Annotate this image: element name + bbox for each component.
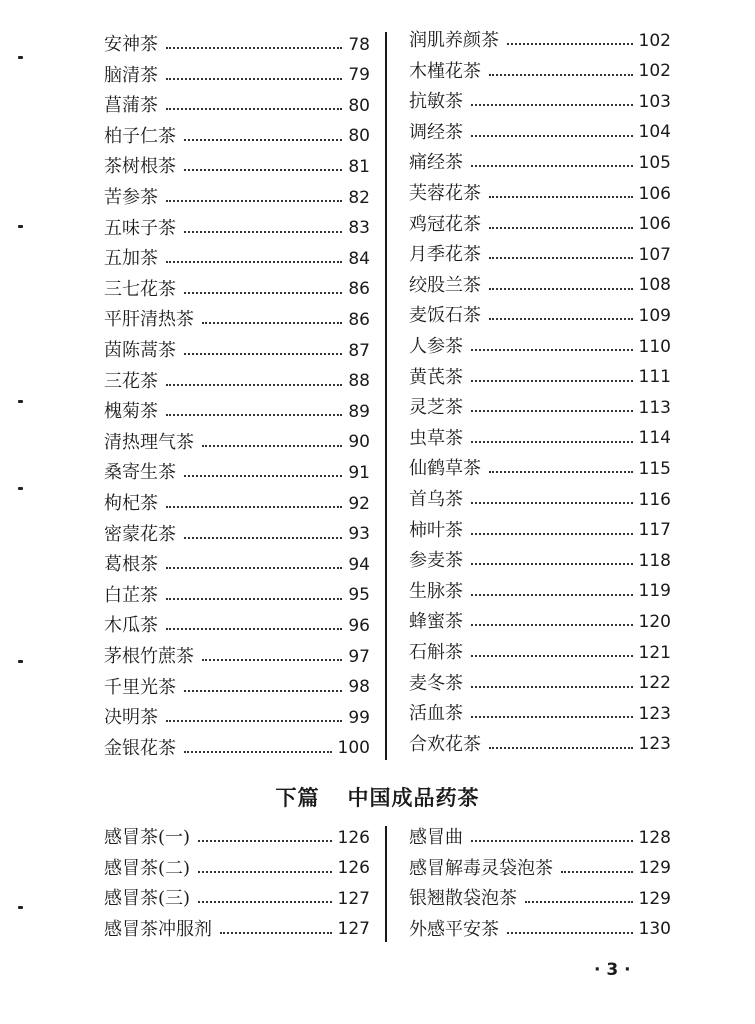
dot-leader [471,686,633,688]
toc-entry-page: 79 [348,65,370,86]
toc-entry [104,91,370,121]
toc-entry-title: 三花茶 [104,370,158,392]
toc-entry-title: 五加茶 [104,248,158,270]
toc-entry-page: 126 [337,827,370,848]
toc-entry-page: 91 [348,462,370,483]
toc-entry [104,823,370,853]
dot-leader [471,410,633,412]
toc-entry-title: 蜂蜜茶 [409,611,463,633]
toc-entry [104,489,370,519]
dot-leader [202,322,342,324]
toc-entry-page: 97 [348,646,370,667]
toc-entry-title: 鸡冠花茶 [409,213,481,235]
toc-entry [409,823,671,853]
toc-entry-page: 129 [638,858,671,879]
toc-entry-page: 129 [638,888,671,909]
toc-entry-title: 合欢花茶 [409,733,481,755]
toc-entry [409,240,671,270]
dot-leader [166,47,342,49]
dot-leader [166,567,342,569]
toc-entry-title: 葛根茶 [104,554,158,576]
toc-entry-page: 115 [638,458,671,479]
toc-entry-title: 绞股兰茶 [409,274,481,296]
toc-entry-page: 78 [348,34,370,55]
toc-entry [104,458,370,488]
toc-entry [409,638,671,668]
margin-mark [18,660,23,663]
dot-leader [184,537,342,539]
toc-entry-title: 密蒙花茶 [104,523,176,545]
dot-leader [202,659,342,661]
toc-entry [104,703,370,733]
toc-entry-title: 平肝清热茶 [104,309,194,331]
toc-entry [409,26,671,56]
dot-leader [471,533,633,535]
toc-entry-title: 茵陈蒿茶 [104,340,176,361]
toc-entry-title: 茅根竹蔗茶 [104,646,194,667]
toc-entry-title: 芙蓉花茶 [409,183,481,204]
toc-entry [104,122,370,152]
toc-entry [409,884,671,914]
toc-entry-title: 痛经茶 [409,152,463,174]
toc-entry-page: 114 [638,428,671,449]
toc-right-column-bottom [409,823,671,947]
dot-leader [198,840,332,842]
dot-leader [489,747,633,749]
section-part-label: 下篇 [275,786,320,810]
toc-entry [104,642,370,672]
toc-entry [409,87,671,117]
toc-entry [104,581,370,611]
column-divider-top [385,32,387,760]
toc-entry-page: 80 [348,126,370,147]
toc-entry-page: 116 [638,489,671,510]
dot-leader [489,288,633,290]
dot-leader [489,196,633,198]
dot-leader [489,318,633,320]
margin-mark [18,487,23,490]
toc-entry-page: 86 [348,279,370,300]
dot-leader [184,231,342,233]
toc-entry-title: 虫草茶 [409,427,463,449]
toc-entry-title: 参麦茶 [409,550,463,572]
toc-entry-title: 清热理气茶 [104,431,194,453]
toc-entry-page: 110 [638,336,671,357]
toc-entry [104,367,370,397]
toc-entry [104,61,370,91]
toc-entry-title: 木瓜茶 [104,615,158,637]
toc-entry [104,275,370,305]
dot-leader [471,716,633,718]
dot-leader [184,475,342,477]
toc-entry [104,520,370,550]
toc-entry-page: 88 [348,371,370,392]
toc-entry-page: 130 [638,919,671,940]
toc-entry-page: 99 [348,707,370,728]
dot-leader [220,932,332,934]
toc-entry-title: 五味子茶 [104,217,176,239]
toc-entry-page: 89 [348,401,370,422]
toc-entry-page: 107 [638,244,671,265]
toc-entry [104,336,370,366]
toc-right-column [409,26,671,761]
toc-entry-page: 127 [337,919,370,940]
toc-entry-page: 94 [348,554,370,575]
toc-entry-title: 安神茶 [104,34,158,55]
dot-leader [489,471,633,473]
toc-entry [104,30,370,60]
toc-entry-title: 首乌茶 [409,489,463,510]
toc-entry-title: 感冒解毒灵袋泡茶 [409,857,553,879]
toc-entry-page: 90 [348,432,370,453]
toc-entry-page: 121 [638,642,671,663]
toc-entry [409,915,671,945]
toc-entry-title: 感冒曲 [409,827,463,848]
toc-entry-title: 感冒茶冲服剂 [104,918,212,940]
dot-leader [198,901,332,903]
toc-entry-page: 127 [337,888,370,909]
toc-entry-page: 104 [638,122,671,143]
toc-entry-title: 感冒茶(三) [104,888,191,910]
dot-leader [561,871,633,873]
dot-leader [166,384,342,386]
toc-entry [409,730,671,760]
toc-entry-page: 123 [638,734,671,755]
toc-entry-title: 石斛茶 [409,642,463,663]
page-number: · 3 · [594,960,631,980]
toc-entry [409,854,671,884]
toc-entry [409,669,671,699]
dot-leader [471,840,633,842]
dot-leader [166,506,342,508]
toc-entry-title: 活血茶 [409,703,463,725]
dot-leader [184,169,342,171]
toc-entry [409,301,671,331]
dot-leader [166,261,342,263]
toc-entry [409,699,671,729]
toc-entry-page: 86 [348,309,370,330]
toc-entry-page: 109 [638,305,671,326]
toc-entry [409,607,671,637]
toc-entry-title: 黄芪茶 [409,366,463,388]
toc-entry [104,673,370,703]
dot-leader [471,165,633,167]
toc-entry [104,854,370,884]
dot-leader [471,594,633,596]
toc-entry-page: 102 [638,61,671,82]
toc-entry-page: 111 [638,367,671,388]
toc-entry [104,915,370,945]
toc-entry-page: 123 [638,703,671,724]
dot-leader [471,563,633,565]
toc-entry [104,214,370,244]
toc-entry-title: 外感平安茶 [409,918,499,940]
dot-leader [489,227,633,229]
toc-entry-page: 117 [638,520,671,541]
toc-entry [409,516,671,546]
toc-entry-title: 感冒茶(一) [104,827,191,848]
toc-entry [409,332,671,362]
toc-entry-title: 抗敏茶 [409,91,463,113]
dot-leader [471,104,633,106]
toc-entry [409,485,671,515]
toc-entry-title: 银翘散袋泡茶 [409,888,517,910]
toc-entry-title: 脑清茶 [104,64,158,86]
dot-leader [166,414,342,416]
toc-entry-title: 桑寄生茶 [104,462,176,484]
dot-leader [166,598,342,600]
toc-entry-title: 茶树根茶 [104,156,176,178]
dot-leader [166,108,342,110]
toc-entry [104,244,370,274]
toc-entry-page: 106 [638,183,671,204]
margin-mark [18,906,23,909]
toc-entry [409,393,671,423]
toc-entry-page: 98 [348,677,370,698]
toc-entry [409,57,671,87]
dot-leader [166,200,342,202]
toc-entry [104,152,370,182]
toc-entry [409,118,671,148]
toc-entry-title: 三七花茶 [104,278,176,300]
toc-entry-title: 麦饭石茶 [409,305,481,327]
toc-entry-page: 102 [638,30,671,51]
dot-leader [202,445,342,447]
toc-entry-page: 126 [337,858,370,879]
toc-entry-page: 84 [348,248,370,269]
dot-leader [166,78,342,80]
toc-entry [409,363,671,393]
dot-leader [471,135,633,137]
toc-entry-title: 槐菊茶 [104,401,158,423]
toc-entry-title: 枸杞茶 [104,493,158,514]
toc-entry-page: 119 [638,581,671,602]
dot-leader [184,139,342,141]
toc-entry-page: 80 [348,95,370,116]
dot-leader [198,871,332,873]
toc-entry-title: 柿叶茶 [409,519,463,541]
toc-entry-page: 103 [638,91,671,112]
toc-entry [104,183,370,213]
toc-entry [409,210,671,240]
margin-mark [18,56,23,59]
toc-entry-page: 106 [638,214,671,235]
toc-entry [409,577,671,607]
toc-left-column-bottom [104,823,370,947]
dot-leader [525,901,633,903]
toc-entry-title: 感冒茶(二) [104,857,191,879]
dot-leader [471,502,633,504]
dot-leader [184,751,332,753]
toc-entry-page: 105 [638,152,671,173]
toc-entry-title: 金银花茶 [104,737,176,759]
toc-left-column [104,30,370,760]
toc-entry-title: 决明茶 [104,707,158,729]
dot-leader [184,292,342,294]
toc-entry [409,454,671,484]
toc-entry-page: 92 [348,493,370,514]
toc-entry-title: 人参茶 [409,336,463,357]
toc-entry [409,148,671,178]
dot-leader [489,74,633,76]
section-heading [0,782,755,812]
dot-leader [471,380,633,382]
column-divider-bottom [385,826,387,942]
dot-leader [489,257,633,259]
toc-entry [409,424,671,454]
toc-entry-page: 81 [348,156,370,177]
toc-entry-page: 100 [337,738,370,759]
margin-mark [18,400,23,403]
dot-leader [184,690,342,692]
dot-leader [507,43,633,45]
dot-leader [507,932,633,934]
dot-leader [471,624,633,626]
toc-entry-page: 113 [638,397,671,418]
toc-entry-title: 千里光茶 [104,676,176,698]
toc-entry-title: 润肌养颜茶 [409,30,499,51]
toc-entry-page: 95 [348,585,370,606]
toc-entry-title: 苦参茶 [104,187,158,208]
toc-entry-page: 93 [348,524,370,545]
toc-entry [409,179,671,209]
toc-entry-title: 白芷茶 [104,584,158,606]
dot-leader [471,441,633,443]
toc-entry [409,546,671,576]
toc-entry-title: 仙鹤草茶 [409,458,481,480]
toc-entry-title: 木槿花茶 [409,60,481,82]
toc-entry-page: 82 [348,187,370,208]
toc-entry-title: 灵芝茶 [409,397,463,419]
toc-entry-title: 柏子仁茶 [104,125,176,147]
toc-entry [104,611,370,641]
toc-entry-page: 118 [638,550,671,571]
toc-entry [104,428,370,458]
dot-leader [471,349,633,351]
toc-entry-page: 108 [638,275,671,296]
toc-entry [104,734,370,764]
toc-entry-title: 调经茶 [409,121,463,143]
dot-leader [184,353,342,355]
toc-entry-page: 128 [638,827,671,848]
toc-entry-title: 月季花茶 [409,244,481,266]
toc-entry-page: 83 [348,218,370,239]
toc-entry [104,550,370,580]
toc-entry-title: 生脉茶 [409,580,463,602]
dot-leader [166,628,342,630]
toc-entry-page: 87 [348,340,370,361]
toc-entry-title: 菖蒲茶 [104,95,158,117]
toc-entry-page: 120 [638,611,671,632]
toc-entry-page: 122 [638,673,671,694]
section-title-text: 中国成品药茶 [347,786,480,810]
toc-entry [104,305,370,335]
toc-entry [104,397,370,427]
margin-mark [18,225,23,228]
dot-leader [471,655,633,657]
dot-leader [166,720,342,722]
toc-entry-title: 麦冬茶 [409,672,463,694]
toc-entry-page: 96 [348,615,370,636]
toc-entry [104,884,370,914]
toc-entry [409,271,671,301]
